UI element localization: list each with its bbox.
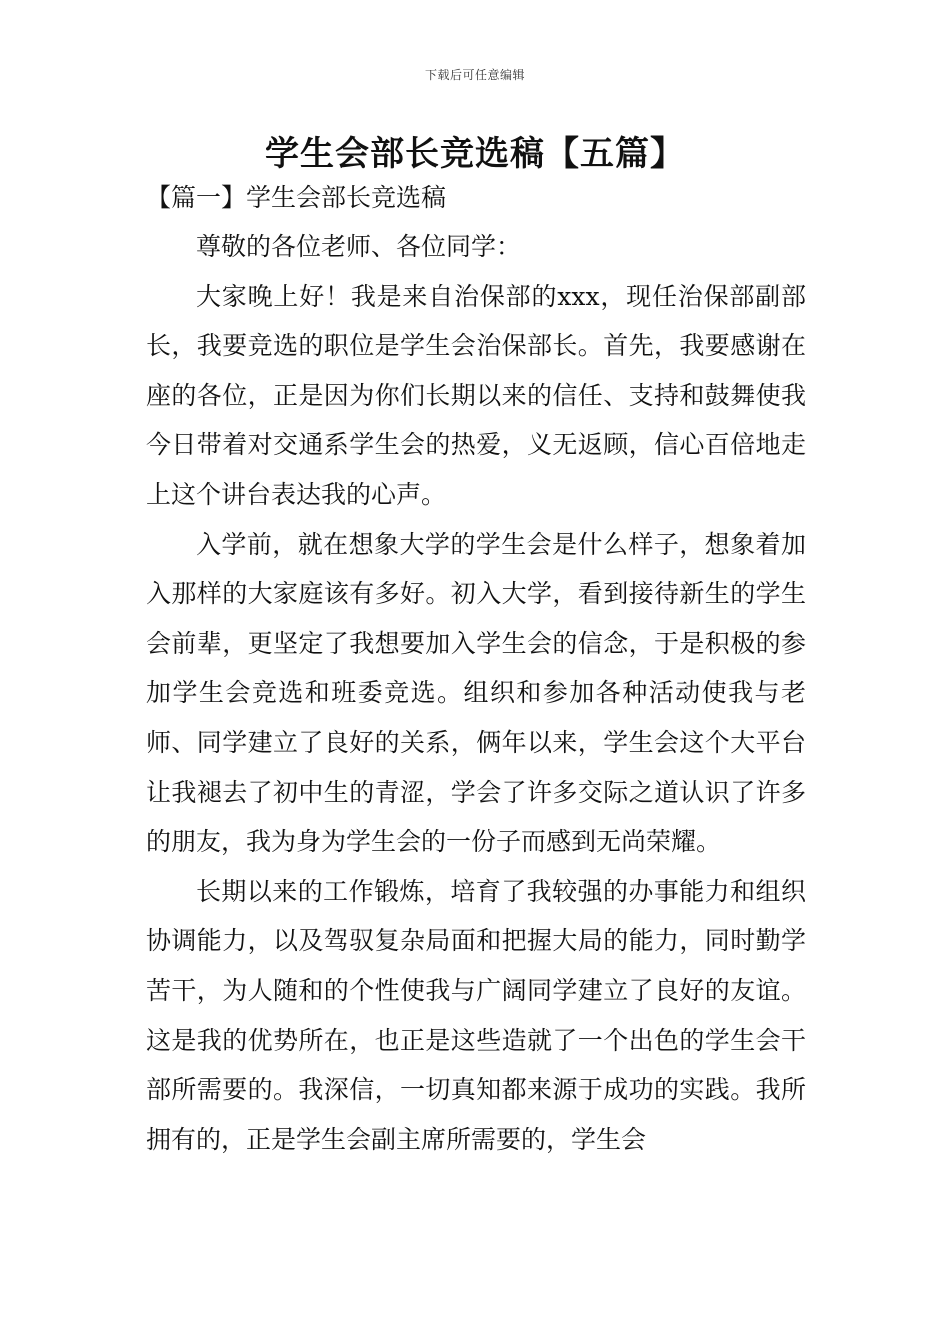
document-body [146, 222, 806, 1164]
header-note: 下载后可任意编辑 [424, 68, 525, 82]
paragraph-strengths: 长期以来的工作锻炼，培育了我较强的办事能力和组织协调能力，以及驾驭复杂局面和把握大局的能力，同时勤学苦干，为人随和的个性使我与广阔同学建立了良好的友谊。这是我的优势所在，也正是这些造就了一个出色的学生会干部所需要的。我深信，一切真知都来源于成功的实践。我所拥有的，正是学生会副主席所需要的，学生会 [146, 876, 806, 1154]
paragraph-salutation: 尊敬的各位老师、各位同学： [196, 232, 522, 261]
document-title: 学生会部长竞选稿【五篇】 [265, 134, 685, 174]
section-heading: 【篇一】学生会部长竞选稿 [146, 183, 447, 212]
paragraph-experience: 入学前，就在想象大学的学生会是什么样子，想象着加入那样的大家庭该有多好。初入大学，看到接待新生的学生会前辈，更坚定了我想要加入学生会的信念，于是积极的参加学生会竞选和班委竞选。组织和参加各种活动使我与老师、同学建立了良好的关系，俩年以来，学生会这个大平台让我褪去了初中生的青涩，学会了许多交际之道认识了许多的朋友，我为身为学生会的一份子而感到无尚荣耀。 [146, 529, 806, 857]
paragraph-introduction: 大家晚上好！我是来自治保部的xxx，现任治保部副部长，我要竞选的职位是学生会治保部长。首先，我要感谢在座的各位，正是因为你们长期以来的信任、支持和鼓舞使我今日带着对交通系学生会的热爱，义无返顾，信心百倍地走上这个讲台表达我的心声。 [146, 281, 806, 509]
